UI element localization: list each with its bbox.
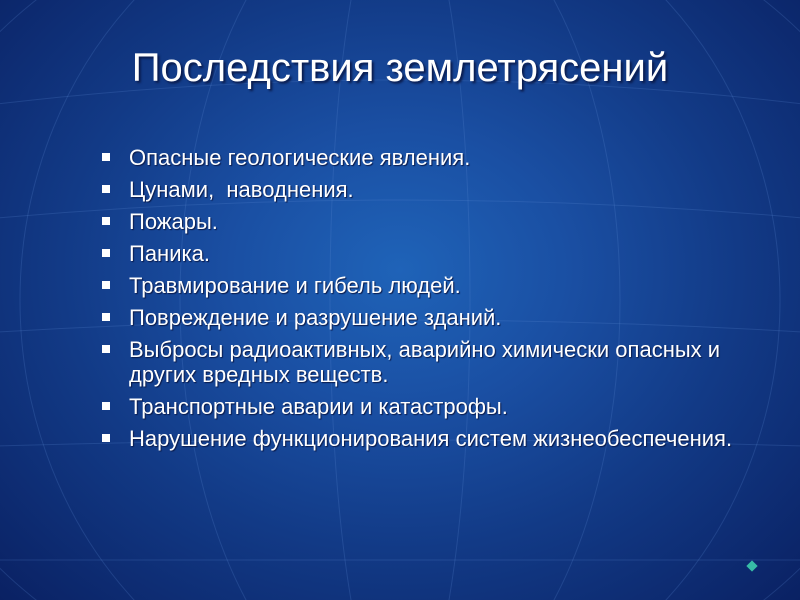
square-bullet-icon (102, 434, 110, 442)
square-bullet-icon (102, 313, 110, 321)
list-item (100, 241, 760, 266)
list-item-text: Травмирование и гибель людей. (129, 273, 461, 298)
bullet-list (100, 145, 760, 458)
list-item-text: Пожары. (129, 209, 218, 234)
list-item (100, 209, 760, 234)
square-bullet-icon (102, 249, 110, 257)
list-item (100, 394, 760, 419)
list-item (100, 426, 760, 451)
list-item (100, 273, 760, 298)
square-bullet-icon (102, 345, 110, 353)
list-item-text: Повреждение и разрушение зданий. (129, 305, 502, 330)
slide-title: Последствия землетрясений (131, 46, 669, 90)
list-item-text: Паника. (129, 241, 210, 266)
square-bullet-icon (102, 281, 110, 289)
list-item (100, 177, 760, 202)
list-item (100, 305, 760, 330)
square-bullet-icon (102, 185, 110, 193)
list-item-text: Транспортные аварии и катастрофы. (129, 394, 508, 419)
square-bullet-icon (102, 217, 110, 225)
list-item-text: Опасные геологические явления. (129, 145, 471, 170)
list-item-text: Выбросы радиоактивных, аварийно химически опасных и других вредных веществ. (129, 337, 721, 387)
list-item-text: Цунами, наводнения. (129, 177, 354, 202)
list-item (100, 337, 760, 387)
square-bullet-icon (102, 402, 110, 410)
list-item-text: Нарушение функционирования систем жизнеобеспечения. (129, 426, 733, 451)
list-item (100, 145, 760, 170)
square-bullet-icon (102, 153, 110, 161)
